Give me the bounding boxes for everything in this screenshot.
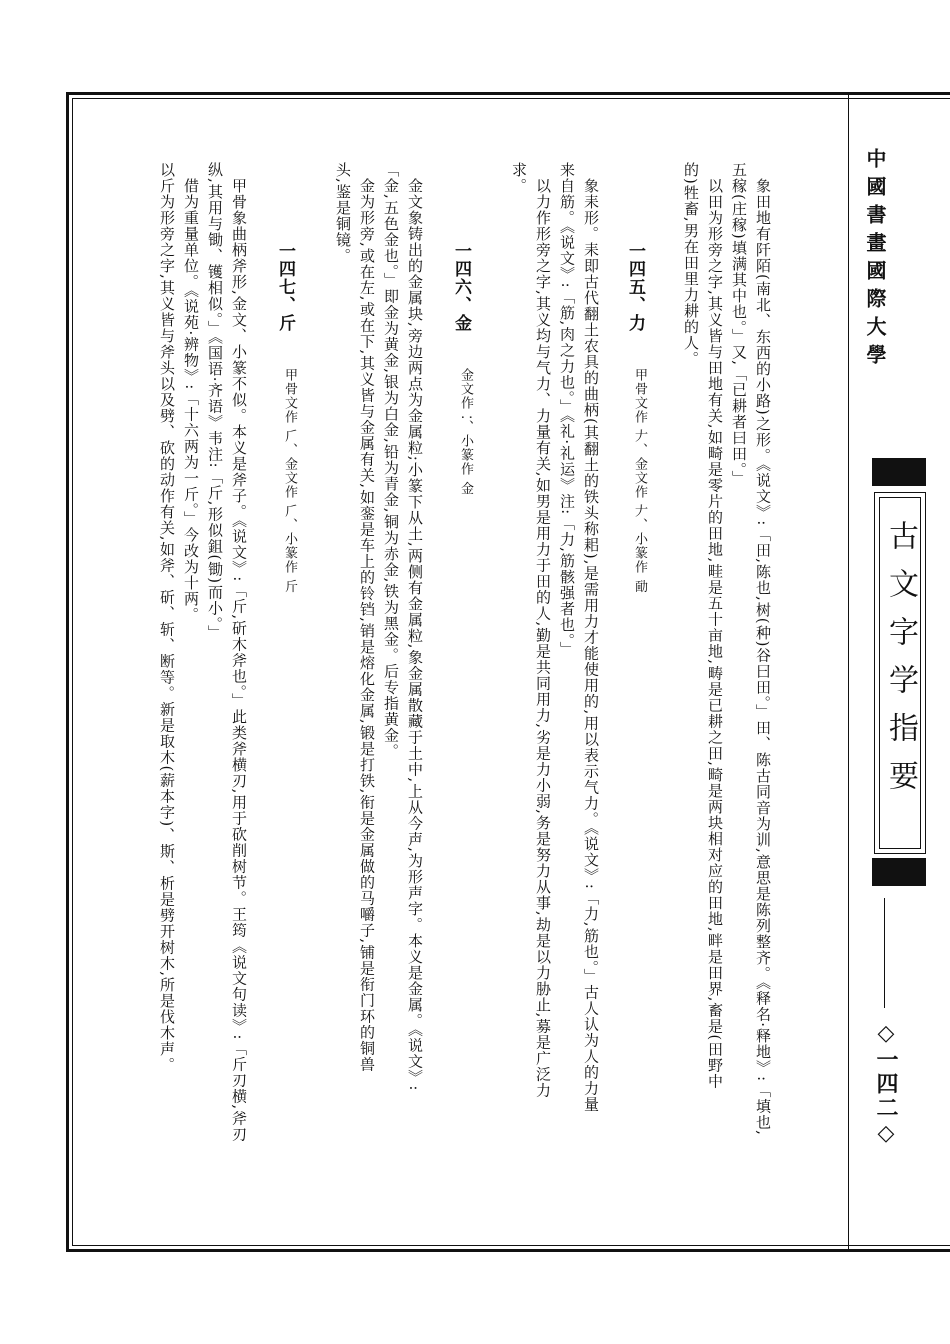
text-column: 以力作形旁之字,其义均与气力、力量有关,如男是用力于田的人,勤是共同用力,劣是力小弱,务是努力从事,劫是以力胁止,募是广泛力 xyxy=(534,178,552,1099)
text-column: 借为重量单位。《说苑·辨物》:「十六两为一斤。」今改为十两。 xyxy=(182,178,200,623)
text-column: 金文象铸出的金属块,旁边两点为金属粒;小篆下从土,两侧有金属粒,象金属散藏于土中,上从今声,为形声字。本义是金属。《说文》: xyxy=(406,178,424,1092)
text-column: 以田为形旁之字,其义皆与田地有关,如畸是零片的田地,畦是五十亩地,畴是已耕之田,畸是两块相对应的田地,畔是田界,畜是(田野中 xyxy=(706,178,724,1090)
title-bar-bottom xyxy=(872,858,926,886)
section-heading: 一四六、金 xyxy=(451,242,471,332)
text-column: 来自筋。《说文》:「筋,肉之力也。」《礼·礼运》注:「力,筋骸强者也。」 xyxy=(558,162,576,658)
book-title: 古文字学指要 xyxy=(883,520,918,808)
text-column: 甲骨象曲柄斧形,金文、小篆不似。本义是斧子。《说文》:「斤,斫木斧也。」此类斧横刃,用于砍削树节。王筠《说文句读》:「斤刃横,斧刃 xyxy=(230,178,248,1143)
side-divider xyxy=(848,92,849,1252)
text-column: 纵,其用与锄、镬相似。」《国语·齐语》韦注:「斤,形似鉏(锄)而小。」 xyxy=(206,162,224,641)
page-number-divider xyxy=(884,898,885,1008)
school-name: 中國書畫國際大學 xyxy=(863,148,887,372)
glyph-forms: 甲骨文作 𠂆、金文作 𠂆、小篆作 斤 xyxy=(282,368,297,594)
section-heading: 一四五、力 xyxy=(625,242,645,332)
text-column: 「金,五色金也。」即金为黄金,银为白金,铅为青金,铜为赤金,铁为黑金。后专指黄金。 xyxy=(382,162,400,760)
title-bar-top xyxy=(872,458,926,486)
text-column: 象耒形。耒即古代翻土农具的曲柄(其翻土的铁头称耜),是需用力才能使用的,用以表示气力。《说文》:「力,筋也。」古人认为人的力量 xyxy=(582,178,600,1113)
text-column: 象田地有阡陌(南北、东西的小路)之形。《说文》:「田,陈也,树(种)谷曰田。」田、陈古同音为训,意思是陈列整齐。《释名·释地》:「填也, xyxy=(754,178,772,1136)
section-heading: 一四七、斤 xyxy=(275,242,295,332)
text-column: 头,鉴是铜镜。 xyxy=(334,162,352,264)
text-column: 的)牲畜,男在田里力耕的人。 xyxy=(682,162,700,367)
text-column: 金为形旁,或在左,或在下,其义皆与金属有关,如銮是车上的铃铛,销是熔化金属,锻是打铁,衔是金属做的马嚼子,铺是衔门环的铜兽 xyxy=(358,178,376,1073)
glyph-forms: 甲骨文作 𠂇、金文作 𠂇、小篆作 𠡳 xyxy=(632,368,647,594)
text-column: 求。 xyxy=(510,162,528,194)
glyph-forms: 金文作 ⁚、小篆作 金 xyxy=(458,368,473,496)
page-number: ◇一四二◇ xyxy=(873,1020,899,1148)
text-column: 五稼(庄稼)填满其中也。」又,「已耕者曰田。」 xyxy=(730,162,748,487)
text-column: 以斤为形旁之字,其义皆与斧头以及劈、砍的动作有关,如斧、斫、斩、断等。新是取木(薪本字)、斯、析是劈开树木,所是伐木声。 xyxy=(158,162,176,1074)
